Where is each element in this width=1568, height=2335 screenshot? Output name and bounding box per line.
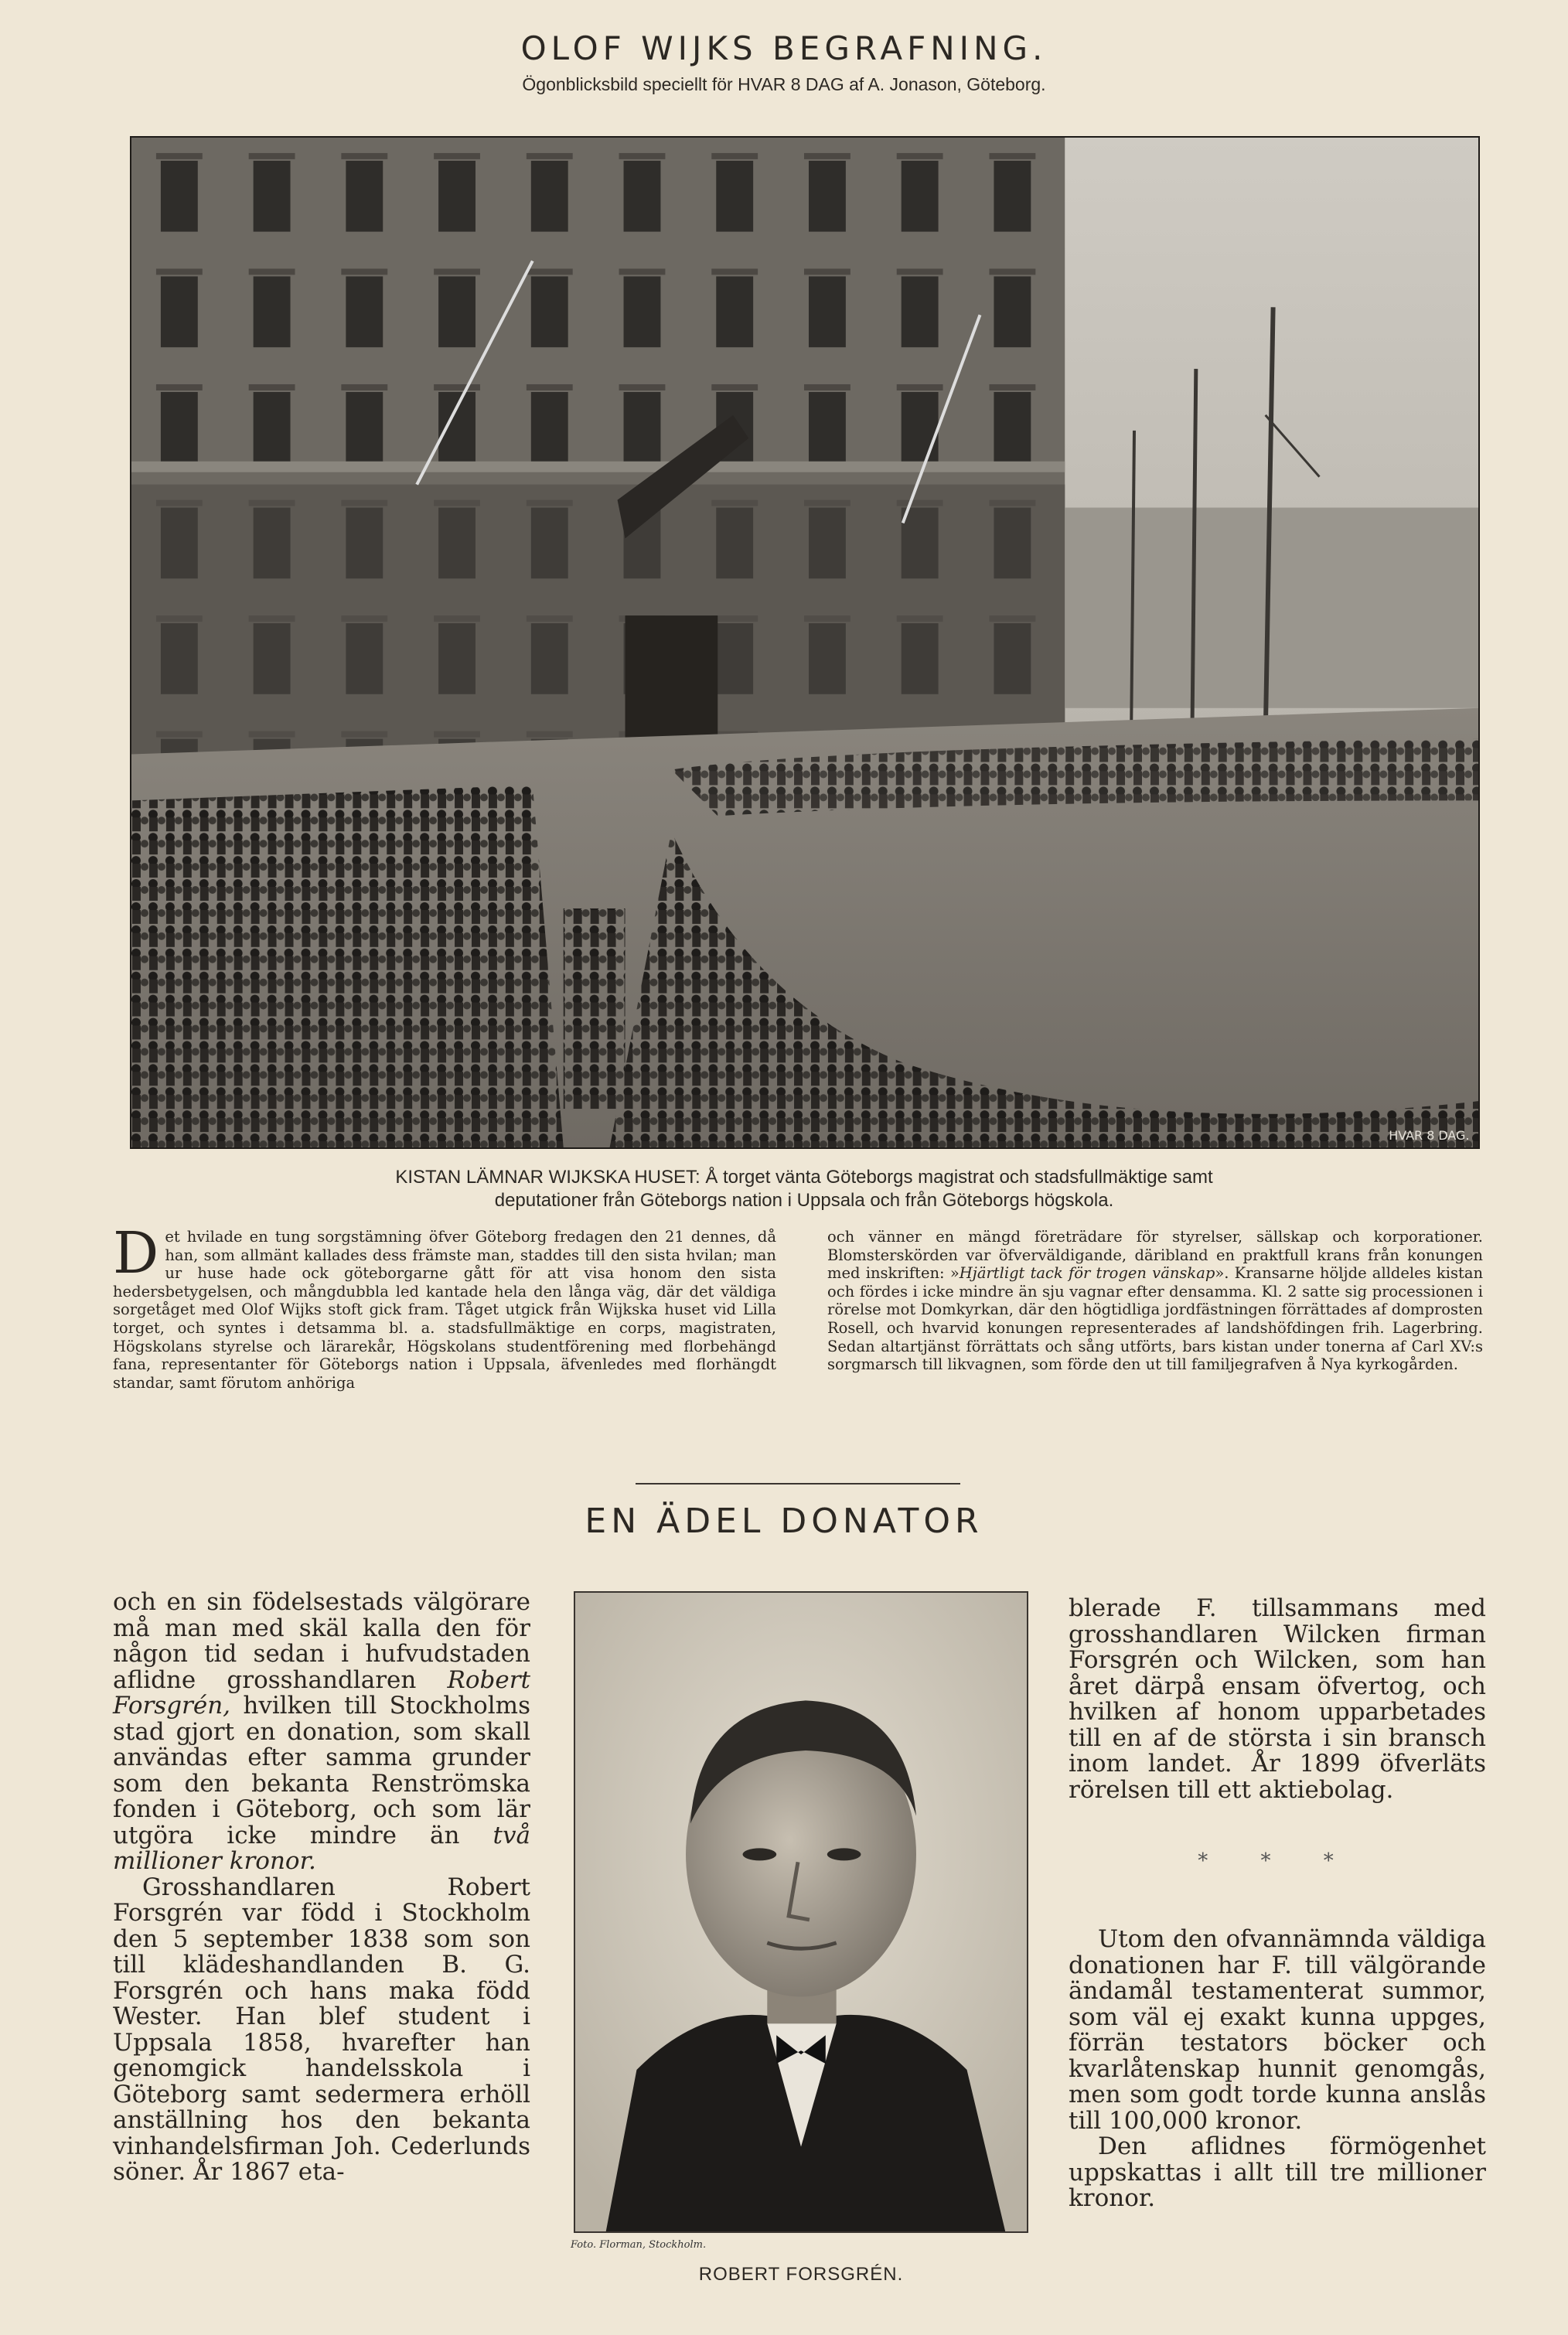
article2-column-2 (1069, 1596, 1486, 1803)
portrait-photograph (574, 1591, 1028, 2233)
photo-caption-line-2: deputationer från Göteborgs nation i Uppsala och från Göteborgs högskola. (494, 1190, 1114, 1211)
article-title-wijk: OLOF WIJKS BEGRAFNING. (520, 29, 1048, 67)
funeral-photograph (130, 136, 1480, 1149)
article2-p1-amount: två millioner kronor. (113, 1821, 530, 1875)
article1-col2-quote: Hjärtligt tack för trogen vänskap (959, 1264, 1215, 1283)
article-title-donator: EN ÄDEL DONATOR (585, 1502, 983, 1541)
portrait-photo-credit: Foto. Florman, Stockholm. (571, 2239, 707, 2251)
drop-cap: D (113, 1220, 159, 1287)
article2-p1-text-a: och en sin födelsestads välgörare må man med skäl kalla den för någon tid sedan i hufvudstaden aflidne grosshandlaren (113, 1588, 530, 1694)
photo-watermark: HVAR 8 DAG. (1389, 1128, 1470, 1144)
section-divider (636, 1483, 960, 1485)
article1-column-1 (113, 1220, 776, 1392)
photo-caption (139, 1166, 1469, 1212)
article2-column-1 (113, 1590, 530, 2186)
article2-column-2-lower (1069, 1927, 1486, 2212)
article2-p1-text-b: hvilken till Stockholms stad gjort en donation, som skall användas efter samma grunder som den bekanta Renströmska fonden i Göteborg, och som lär utgöra icke mindre än (113, 1692, 530, 1849)
article2-p2: Grosshandlaren Robert Forsgrén var född i Stockholm den 5 september 1838 som son till klädeshandlanden B. G. Forsgrén och hans maka född Wester. Han blef student i Uppsala 1858, hvarefter han genomgick handelsskola i Göteborg samt sedermera erhöll anställning hos den bekanta vinhandelsfirman Joh. Cederlunds söner. År 1867 eta- (113, 1873, 530, 2186)
photo-caption-line-1: KISTAN LÄMNAR WIJKSKA HUSET: Å torget vänta Göteborgs magistrat och stadsfullmäktige samt (395, 1167, 1213, 1188)
section-stars: * * * (1198, 1849, 1357, 1873)
article2-p4: Utom den ofvannämnda väldiga donationen har F. till välgörande ändamål testamenterat summor, som väl ej exakt kunna uppges, förrän testators böcker och kvarlåtenskap hunnit genomgås, men som godt torde kunna anslås till 100,000 kronor. (1069, 1925, 1486, 2135)
article2-p5: Den aflidnes förmögenhet uppskattas i allt till tre millioner kronor. (1069, 2132, 1486, 2212)
article2-p3: blerade F. tillsammans med grosshandlaren Wilcken firman Forsgrén och Wilcken, som han året därpå ensam öfvertog, och hvilken af honom upparbetades till en af de största i sin bransch inom landet. År 1899 öfverläts rörelsen till ett aktiebolag. (1069, 1594, 1486, 1804)
article1-col1-text: et hvilade en tung sorgstämning öfver Göteborg fredagen den 21 dennes, då han, som allmänt kallades dess främste man, staddes till den sista hvilan; man ur huse hade ock göteborgarne gått för att visa honom den sista hedersbetygelsen, och mångdubbla led kantade hela den långa väg, där det väldiga sorgetåget med Olof Wijks stoft gick fram. Tåget utgick från Wijkska huset vid Lilla torget, och syntes i detsamma bl. a. stadsfullmäktige en corps, magistraten, Högskolans styrelse och lärarekår, Högskolans studentförening med florbehängd fana, representanter för Göteborgs nation i Uppsala, äfvenledes med florhängdt standar, samt förutom anhöriga (113, 1228, 776, 1392)
article1-col2-text-a: och vänner en mängd företrädare för styrelser, sällskap och korporationer. Blomsterskörden var öfverväldigande, däribland en praktfull krans från konungen med inskriften: » (827, 1228, 1483, 1283)
article1-col2-text-b: ». Kransarne höljde alldeles kistan och fördes i icke mindre än sju vagnar efter densamma. Kl. 2 satte sig processionen i rörelse mot Domkyrkan, där den högtidliga jordfästningen förrättades af domprosten Rosell, och hvarvid konungen representerades af landshöfdingen frih. Lagerbring. Sedan altartjänst förrättats och sång utförts, bars kistan under tonerna af Carl XV:s sorgmarsch till likvagnen, som förde den ut till familjegrafven å Nya kyrkogården. (827, 1264, 1484, 1374)
article2-p1-name: Robert Forsgrén, (113, 1665, 530, 1720)
funeral-photo-illustration (131, 138, 1478, 1147)
portrait-illustration (575, 1593, 1027, 2231)
photo-credit-line: Ögonblicksbild speciellt för HVAR 8 DAG af A. Jonason, Göteborg. (522, 74, 1046, 94)
portrait-caption: ROBERT FORSGRÉN. (698, 2264, 904, 2285)
article1-column-2 (827, 1228, 1483, 1374)
